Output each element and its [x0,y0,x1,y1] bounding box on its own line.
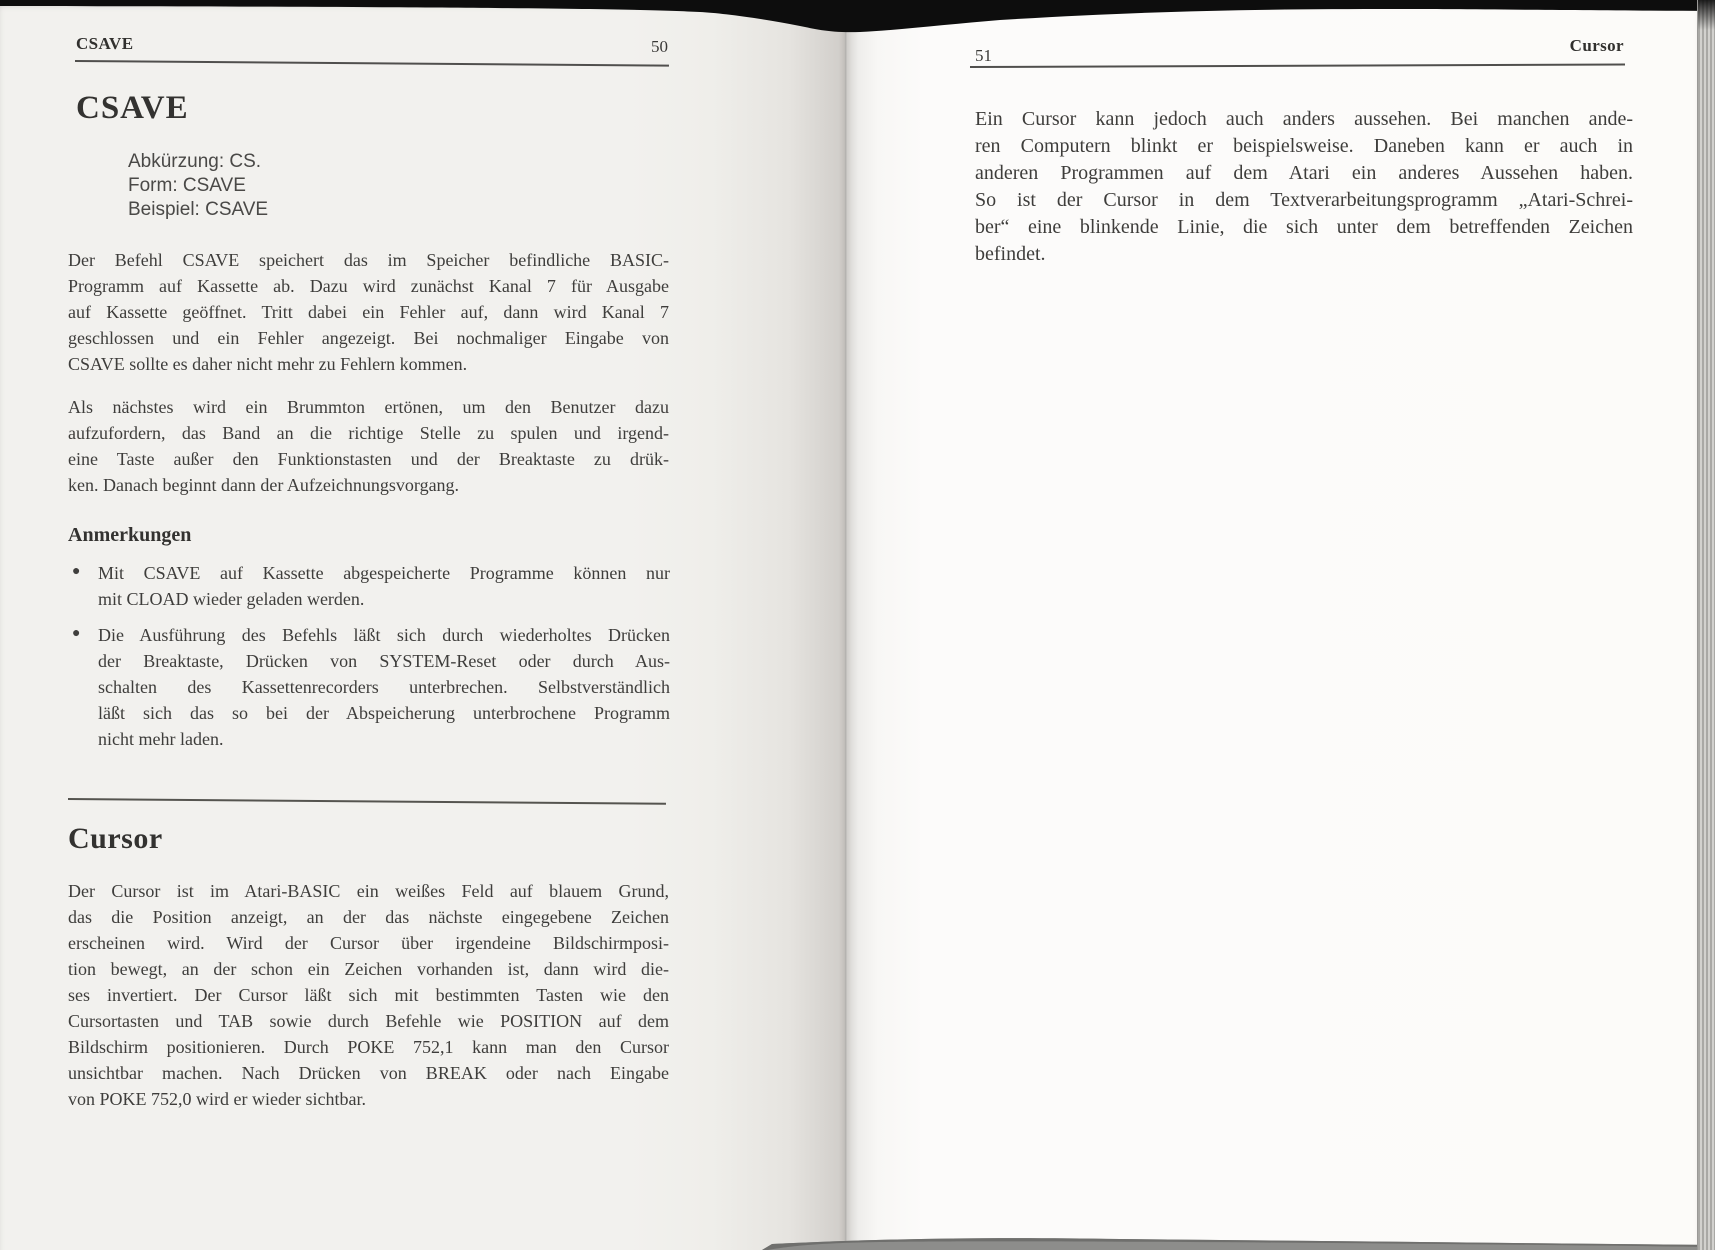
note-item [70,560,670,612]
text-line: geschlossen und ein Fehler angezeigt. Bei nochmaliger Eingabe von [68,328,669,348]
paragraph-cursor-continued [975,106,1633,268]
section-divider-rule [68,798,666,805]
text-line: anderen Programmen auf dem Atari ein anderes Aussehen haben. [975,162,1633,184]
left-header-rule [75,60,669,67]
command-meta [128,150,468,222]
notes-heading: Anmerkungen [68,524,192,546]
text-line: Form: CSAVE [128,175,246,196]
text-line: aufzufordern, das Band an die richtige Stelle zu spulen und irgend- [68,423,669,443]
text-line: eine Taste außer den Funktionstasten und der Breaktaste zu drük- [68,449,669,469]
text-line: Mit CSAVE auf Kassette abgespeicherte Programme können nur [98,563,670,583]
paragraph-csave-1 [68,247,669,377]
desk-surface-bottom [0,1230,1715,1250]
text-line: CSAVE sollte es daher nicht mehr zu Fehlern kommen. [68,354,468,374]
text-line: erscheinen wird. Wird der Cursor über irgendeine Bildschirmposi- [68,933,669,953]
text-line: das die Position anzeigt, an der das nächste eingegebene Zeichen [68,907,669,927]
text-line: unsichtbar machen. Nach Drücken von BREAK oder nach Eingabe [68,1063,669,1083]
text-line: Die Ausführung des Befehls läßt sich durch wiederholtes Drücken [98,625,670,645]
text-line: Programm auf Kassette ab. Dazu wird zunächst Kanal 7 für Ausgabe [68,276,669,296]
text-line: Cursortasten und TAB sowie durch Befehle wie POSITION auf dem [68,1011,669,1031]
right-page-number: 51 [975,46,992,65]
right-header-rule [970,63,1625,68]
text-line: schalten des Kassettenrecorders unterbrechen. Selbstverständlich [98,677,670,697]
text-line: Der Befehl CSAVE speichert das im Speicher befindliche BASIC- [68,250,669,270]
note-item [70,622,670,752]
text-line: ber“ eine blinkende Linie, die sich unter dem betreffenden Zeichen [975,216,1633,238]
text-line: ren Computern blinkt er beispielsweise. Daneben kann er auch in [975,135,1633,157]
left-page [0,0,847,1250]
text-line: Beispiel: CSAVE [128,199,269,220]
bullet-icon: ● [72,626,81,641]
bullet-icon: ● [72,564,81,579]
text-line: befindet. [975,243,1046,265]
note-text [98,622,670,752]
note-text [98,560,670,612]
text-line: So ist der Cursor in dem Textverarbeitungsprogramm „Atari-Schrei- [975,189,1633,211]
text-line: Der Cursor ist im Atari-BASIC ein weißes Feld auf blauem Grund, [68,881,669,901]
command-title: CSAVE [76,90,189,126]
right-running-header: Cursor [1569,36,1624,55]
text-line: läßt sich das so bei der Abspeicherung unterbrochene Programm [98,703,670,723]
right-page [848,0,1698,1250]
left-running-header: CSAVE [76,34,134,53]
book-spine-top-shadow [0,0,1715,40]
text-line: Abkürzung: CS. [128,151,262,172]
text-line: der Breaktaste, Drücken von SYSTEM-Reset oder durch Aus- [98,651,670,671]
paragraph-csave-2 [68,394,669,498]
text-line: ses invertiert. Der Cursor läßt sich mit bestimmten Tasten wie den [68,985,669,1005]
text-line: nicht mehr laden. [98,729,224,749]
paragraph-cursor [68,878,669,1112]
text-line: tion bewegt, an der schon ein Zeichen vorhanden ist, dann wird die- [68,959,669,979]
left-page-number: 50 [651,37,668,56]
text-line: von POKE 752,0 wird er wieder sichtbar. [68,1089,366,1109]
text-line: auf Kassette geöffnet. Tritt dabei ein Fehler auf, dann wird Kanal 7 [68,302,669,322]
text-line: ken. Danach beginnt dann der Aufzeichnungsvorgang. [68,475,460,495]
text-line: mit CLOAD wieder geladen werden. [98,589,365,609]
text-line: Als nächstes wird ein Brummton ertönen, um den Benutzer dazu [68,397,669,417]
text-line: Bildschirm positionieren. Durch POKE 752,1 kann man den Cursor [68,1037,669,1057]
text-line: Ein Cursor kann jedoch auch anders aussehen. Bei manchen ande- [975,108,1633,130]
section-title-cursor: Cursor [68,822,163,855]
page-fore-edge [1697,0,1715,1250]
